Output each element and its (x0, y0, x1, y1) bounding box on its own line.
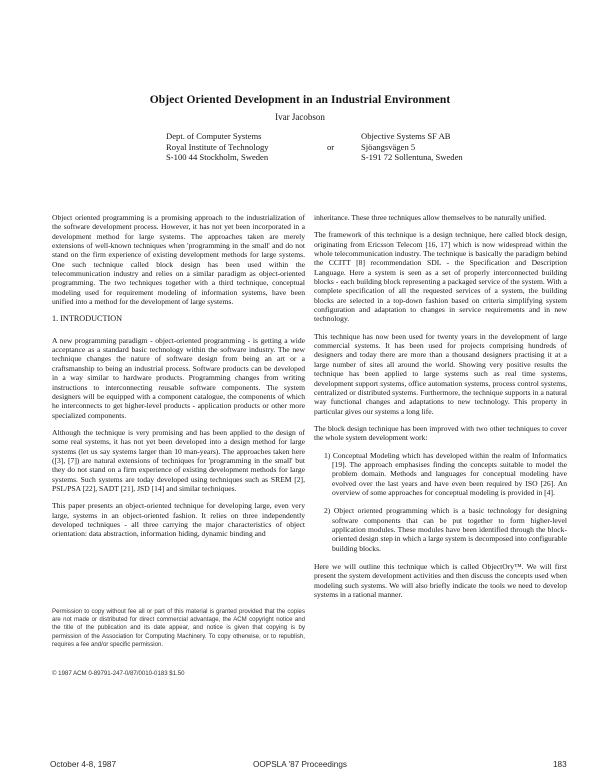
numbered-list (314, 451, 567, 553)
body-paragraph: The framework of this technique is a design technique, here called block design, originating from Ericsson Telecom [16, 17] which is now widespread within the whole telecommunication industry. The technique is basically the paradigm behind the CCITT [8] recommendation SDL - the Specification and Description Language. Here a system is seen as a set of properly interconnected building blocks - each building block representing a packaged service of the system. With a complete specification of all the requested services of a system, the building blocks are selected in a top-down fashion based on criteria simplifying system configuration and adaptation to changes in service requirements and in new technology. (314, 230, 567, 324)
section-heading-introduction: 1. INTRODUCTION (52, 314, 123, 324)
permission-footnote: Permission to copy without fee all or part of this material is granted provided that the copies are not made or distributed for direct commercial advantage, the ACM copyright notice and the title of the publication and its date appear, and notice is given that copying is by permission of the Association for Computing Machinery. To copy otherwise, or to republish, requires a fee and/or specific permission. (52, 608, 305, 648)
affiliation-right (361, 131, 463, 163)
author-name: Ivar Jacobson (275, 112, 325, 122)
affiliation-connector: or (327, 142, 335, 152)
footer-proceedings: OOPSLA '87 Proceedings (253, 760, 347, 769)
affiliation-line: Dept. of Computer Systems (166, 131, 262, 141)
affiliation-left (166, 131, 269, 163)
left-column (52, 213, 305, 547)
affiliation-line: S-100 44 Stockholm, Sweden (166, 152, 269, 162)
footer-date: October 4-8, 1987 (50, 760, 116, 769)
body-paragraph: Here we will outline this technique which is called ObjectOry™. We will first present the system development activities and then discuss the concepts used when modeling such systems. We will also briefly indicate the tools we need to develop systems in a rational manner. (314, 562, 567, 600)
body-paragraph: A new programming paradigm - object-oriented programming - is getting a wide acceptance as a standard basic technology within the software industry. The new technique changes the nature of software design from being an art or a craftsmanship to being an industrial process. Software products can be developed in a way similar to hardware products. Programming changes from writing instructions to interconnecting reusable software components. The system designers will be equipped with a component catalogue, the components of which he interconnects to get higher-level products - application products or other more specialized components. (52, 335, 305, 420)
body-paragraph: Although the technique is very promising and has been applied to the design of some real systems, it has not yet been developed into a design method for large systems (let us say systems larger than 10 man-years). The approaches taken here ([3], [7]) are natural extensions of techniques for 'programming in the small' but they do not stand on a firm experience of existing development methods for large systems. Such systems are today developed using techniques such as SREM [2], PSL/PSA [22], SADT [21], JSD [14] and similar techniques. (52, 427, 305, 493)
page-number: 183 (553, 760, 567, 769)
list-item: 2) Object oriented programming which is a basic technology for designing software components that can be put together to form higher-level application modules. These modules have been identified through the block-oriented design step in which a large system is decomposed into configurable building blocks. (324, 506, 567, 553)
abstract-paragraph: Object oriented programming is a promising approach to the industrialization of the software development process. However, it has not yet been incorporated in a development method for large systems. The approaches taken are merely extensions of well-known techniques when 'programming in the small' and do not stand on the firm experience of existing development methods for large systems. One such technique called block design has been used within the telecommunication industry and relies on a similar paradigm as object-oriented programming. The two techniques together with a third technique, conceptual modeling used for requirement modeling of information systems, have been unified into a method for the development of large systems. (52, 213, 305, 307)
body-paragraph: The block design technique has been improved with two other techniques to cover the whole system development work: (314, 423, 567, 443)
affiliation-line: Objective Systems SF AB (361, 131, 451, 141)
body-paragraph: This paper presents an object-oriented technique for developing large, even very large, systems in an object-oriented fashion. It relies on three independently developed techniques - all three carrying the major characteristics of object orientation: data abstraction, information hiding, dynamic binding and (52, 501, 305, 539)
affiliation-line: Royal Institute of Technology (166, 141, 269, 152)
list-item: 1) Conceptual Modeling which has developed within the realm of Informatics [19]. The approach emphasises finding the concepts suitable to model the problem domain. Methods and languages for conceptual modeling have evolved over the last years and have even been required by ISO [26]. An overview of some approaches for conceptual modeling is provided in [4]. (324, 450, 567, 497)
right-column (314, 213, 567, 607)
body-paragraph: inheritance. These three techniques allow themselves to be naturally unified. (314, 213, 547, 222)
paper-title: Object Oriented Development in an Industrial Environment (149, 94, 451, 106)
body-paragraph: This technique has now been used for twenty years in the development of large commercial systems. It has been used for projects comprising hundreds of designers and today there are more than a thousand designers practising it at a large number of sites all around the world. Showing very positive results the technique has been applied to large systems such as real time systems, development support systems, office automation systems, process control systems, centralized or distributed systems. Furthermore, the technique supports in a natural way functional changes and adaptations to new technology. This property in particular gives our systems a long life. (314, 331, 567, 416)
copyright-line: © 1987 ACM 0-89791-247-0/87/0010-0183 $1.50 (52, 670, 185, 677)
affiliation-line: Sjöangsvägen 5 (361, 141, 416, 152)
affiliation-line: S-191 72 Sollentuna, Sweden (361, 152, 463, 162)
